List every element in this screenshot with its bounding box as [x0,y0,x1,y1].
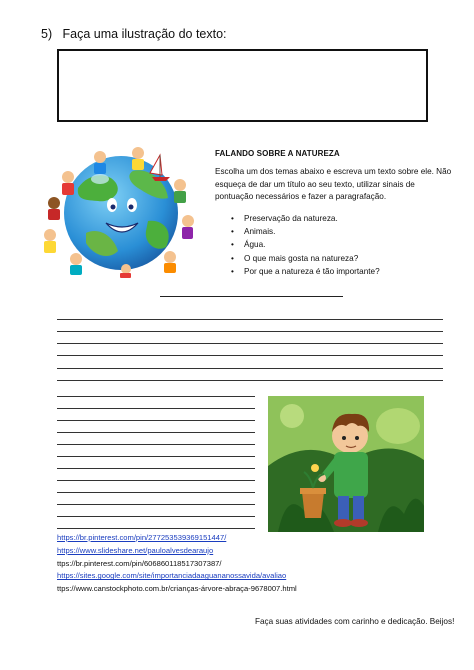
writing-line[interactable] [57,504,255,505]
writing-line[interactable] [57,331,443,332]
topic-item: • Água. [231,238,380,251]
writing-line[interactable] [57,420,255,421]
illustration-box[interactable] [57,49,428,122]
source-text: ttps://br.pinterest.com/pin/606860118517307387/ [57,558,222,568]
sources-list [57,532,297,596]
writing-line[interactable] [57,343,443,344]
writing-line[interactable] [57,456,255,457]
writing-line[interactable] [57,368,443,369]
source-text: ttps://www.canstockphoto.com.br/crianças-árvore-abraça-9678007.html [57,584,297,594]
topic-item: • O que mais gosta na natureza? [231,252,380,265]
question-number: 5) [41,27,53,41]
writing-line[interactable] [57,355,443,356]
boy-watering-plant-illustration [268,396,424,532]
topic-item: • Animais. [231,225,380,238]
writing-line[interactable] [57,528,255,529]
earth-children-illustration [38,143,200,278]
footer-message: Faça suas atividades com carinho e dedicação. Beijos! [255,617,455,626]
writing-line[interactable] [57,492,255,493]
question-text: Faça uma ilustração do texto: [62,27,227,41]
writing-line[interactable] [57,380,443,381]
writing-line[interactable] [57,480,255,481]
writing-line[interactable] [57,468,255,469]
writing-line[interactable] [57,408,255,409]
source-link[interactable]: https://br.pinterest.com/pin/277253539369151447/ [57,533,227,542]
writing-line[interactable] [57,319,443,320]
title-writing-line[interactable] [160,296,343,297]
article-heading: FALANDO SOBRE A NATUREZA [215,149,340,158]
topic-list [231,212,380,278]
question-title [41,27,227,41]
writing-line[interactable] [57,516,255,517]
topic-item: • Por que a natureza é tão importante? [231,265,380,278]
source-link[interactable]: https://sites.google.com/site/importanciadaaguananossavida/avaliao [57,571,287,581]
writing-line[interactable] [57,396,255,397]
topic-item: • Preservação da natureza. [231,212,380,225]
source-link[interactable]: https://www.slideshare.net/pauloalvesdearaujo [57,545,214,555]
writing-line[interactable] [57,444,255,445]
writing-line[interactable] [57,432,255,433]
instructions-paragraph: Escolha um dos temas abaixo e escreva um texto sobre ele. Não esqueça de dar um título ao seu texto, utilizar sinais de pontuação necessários e fazer a paragrafação. [215,167,452,202]
